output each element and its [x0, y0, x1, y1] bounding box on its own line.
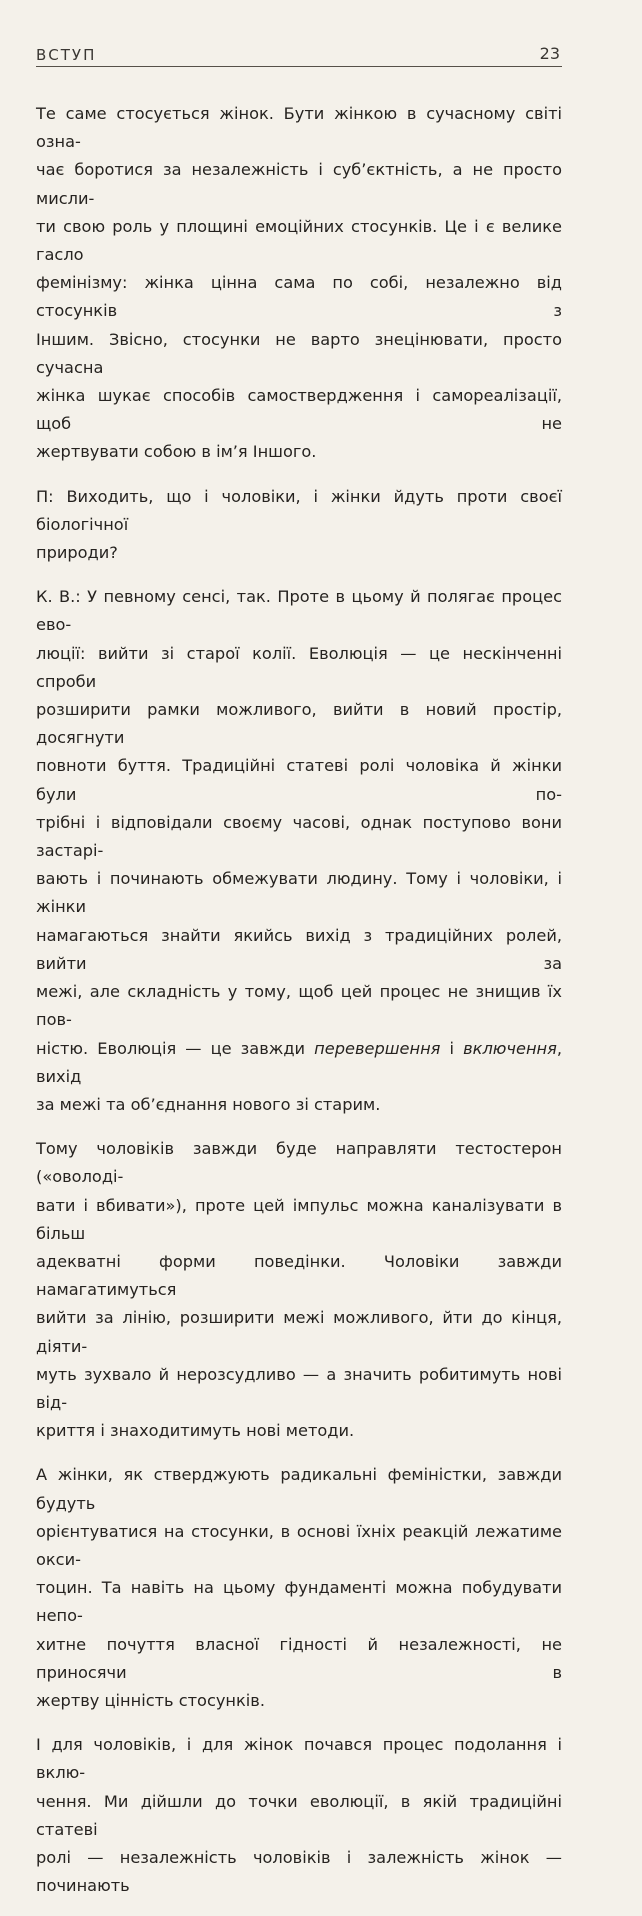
page-number: 23: [539, 44, 560, 63]
text-line: розширити рамки можливого, вийти в новий простір, досягнути: [36, 700, 562, 748]
running-head: ВСТУП: [36, 46, 97, 64]
text-line: ти свою роль у площині емоційних стосунків. Це і є велике гасло: [36, 216, 562, 265]
text-line: вають і починають обмежувати людину. Тому і чоловіки, і жінки: [36, 869, 562, 917]
text-line: тоцин. Та навіть на цьому фундаменті можна побудувати непо-: [36, 1578, 562, 1626]
text-line: П: Виходить, що і чоловіки, і жінки йдуть проти своєї біологічної: [36, 486, 562, 534]
text-line: ролі — незалежність чоловіків і залежність жінок — починають: [36, 1847, 562, 1896]
text-line: фемінізму: жінка цінна сама по собі, незалежно від стосунків з: [36, 273, 562, 321]
text-line-mixed: [36, 1035, 562, 1091]
paragraph-5: [36, 1461, 562, 1715]
text-line: хитне почуття власної гідності й незалежності, не приносячи в: [36, 1634, 562, 1682]
paragraph-4: [36, 1135, 562, 1445]
text-line: вийти за лінію, розширити межі можливого, йти до кінця, діяти-: [36, 1308, 562, 1356]
text-line: природи?: [36, 543, 118, 563]
paragraph-1: [36, 100, 562, 467]
text-segment: , вихід: [36, 1038, 562, 1086]
header-rule: [36, 66, 562, 67]
text-line: І для чоловіків, і для жінок почався процес подолання і вклю-: [36, 1735, 562, 1783]
text-line: намагаються знайти якийсь вихід з традиційних ролей, вийти за: [36, 925, 562, 973]
text-line: вати і вбивати»), проте цей імпульс можна каналізувати в більш: [36, 1195, 562, 1243]
emphasis-text: включення: [463, 1038, 557, 1058]
text-line: чає боротися за незалежність і суб’єктність, а не просто мисли-: [36, 160, 562, 208]
text-line: люції: вийти зі старої колії. Еволюція — це нескінченні спроби: [36, 643, 562, 691]
text-line: жертвувати собою в ім’я Іншого.: [36, 442, 317, 462]
page-header: [36, 42, 562, 68]
text-line: межі, але складність у тому, щоб цей процес не знищив їх пов-: [36, 982, 562, 1030]
body-text: [36, 100, 562, 1916]
paragraph-6: [36, 1731, 562, 1900]
text-line: Іншим. Звісно, стосунки не варто знецінювати, просто сучасна: [36, 329, 562, 377]
text-line: повноти буття. Традиційні статеві ролі чоловіка й жінки були по-: [36, 756, 562, 804]
text-line: жертву цінність стосунків.: [36, 1690, 265, 1710]
text-line: А жінки, як стверджують радикальні феміністки, завжди будуть: [36, 1465, 562, 1513]
text-line: адекватні форми поведінки. Чоловіки завжди намагатимуться: [36, 1251, 562, 1300]
paragraph-2: [36, 483, 562, 568]
text-line: за межі та об’єднання нового зі старим.: [36, 1094, 381, 1114]
text-line: криття і знаходитимуть нові методи.: [36, 1421, 355, 1441]
text-line: К. В.: У певному сенсі, так. Проте в цьому й полягає процес ево-: [36, 587, 562, 635]
text-line: жінка шукає способів самоствердження і самореалізації, щоб не: [36, 386, 562, 434]
text-line: чення. Ми дійшли до точки еволюції, в якій традиційні статеві: [36, 1791, 562, 1839]
paragraph-3: [36, 583, 562, 1119]
emphasis-text: перевершення: [314, 1038, 441, 1058]
text-line: Тому чоловіків завжди буде направляти тестостерон («оволоді-: [36, 1139, 562, 1187]
text-line: орієнтуватися на стосунки, в основі їхніх реакцій лежатиме окси-: [36, 1521, 562, 1569]
text-line: муть зухвало й нерозсудливо — а значить робитимуть нові від-: [36, 1364, 562, 1412]
text-line: Те саме стосується жінок. Бути жінкою в сучасному світі озна-: [36, 104, 562, 152]
text-line: трібні і відповідали своєму часові, однак поступово вони застарі-: [36, 812, 562, 861]
text-segment: ністю. Еволюція — це завжди: [36, 1038, 315, 1058]
text-segment: і: [440, 1038, 464, 1058]
